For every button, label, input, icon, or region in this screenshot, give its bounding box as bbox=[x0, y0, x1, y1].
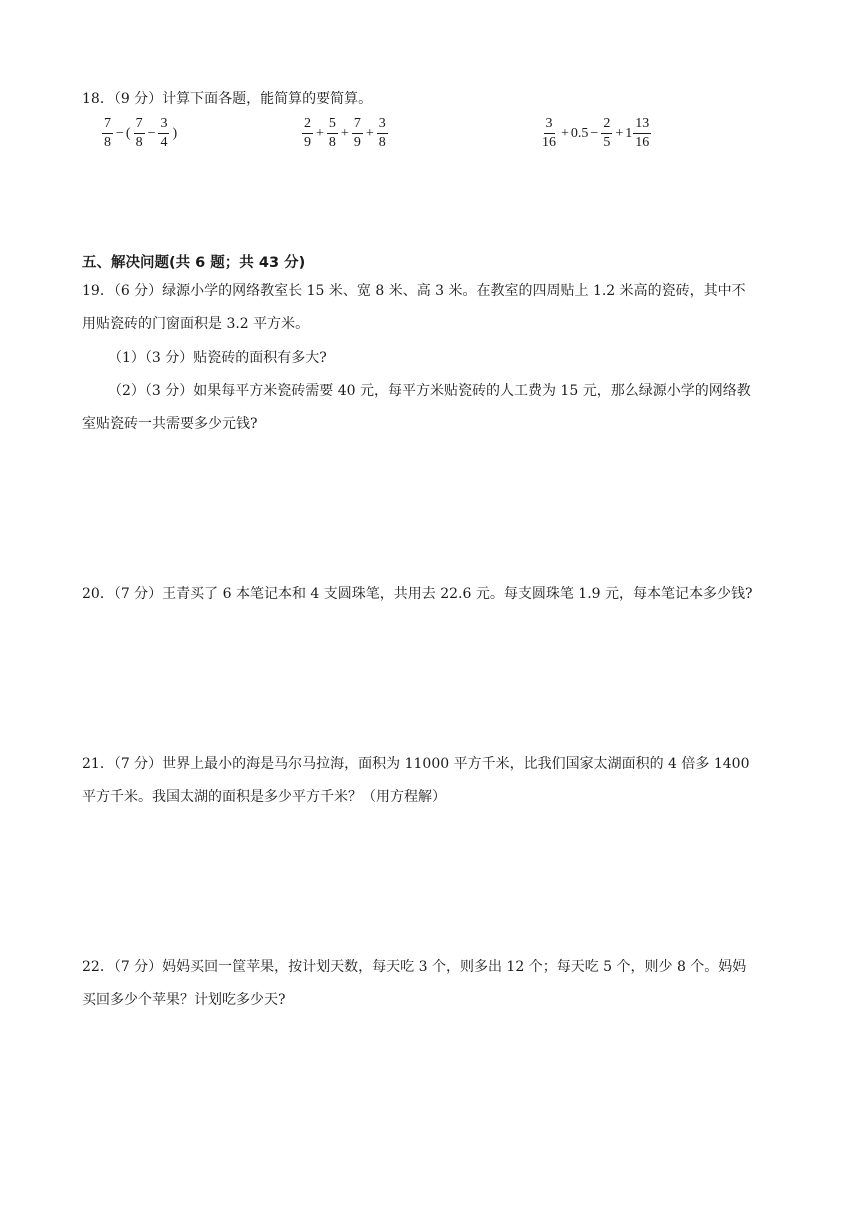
q18-header: 18．（9 分）计算下面各题，能简算的要简算。 bbox=[82, 91, 373, 107]
left-paren: ( bbox=[125, 125, 131, 141]
q19-line-2: 用贴瓷砖的门窗面积是 3.2 平方米。 bbox=[82, 316, 310, 332]
q18-expression-1 bbox=[100, 117, 178, 150]
plus-sign: + bbox=[561, 125, 569, 141]
q18-expression-2 bbox=[300, 117, 390, 150]
mixed-whole: 1 bbox=[625, 125, 633, 141]
q19-line-1: 19．（6 分）绿源小学的网络教室长 15 米、宽 8 米、高 3 米。在教室的四周贴上 1.2 米高的瓷砖，其中不 bbox=[82, 283, 746, 299]
q21-line-2: 平方千米。我国太湖的面积是多少平方千米？（用方程解） bbox=[82, 789, 446, 805]
fraction: $\frac{5}{8}$ bbox=[328, 116, 336, 150]
q19-subquestion-2-line-2: 室贴瓷砖一共需要多少元钱? bbox=[82, 416, 258, 432]
q22-line-1: 22．（7 分）妈妈买回一筐苹果，按计划天数，每天吃 3 个，则多出 12 个；每天吃 5 个，则少 8 个。妈妈 bbox=[82, 959, 747, 975]
plus-sign: + bbox=[340, 125, 349, 141]
fraction: $\frac{7}{9}$ bbox=[353, 116, 361, 150]
q22-line-2: 买回多少个苹果？计划吃多少天? bbox=[82, 992, 286, 1008]
plus-sign: + bbox=[615, 125, 624, 141]
fraction: $\frac{3}{4}$ bbox=[160, 116, 168, 150]
decimal-value: 0.5 bbox=[570, 125, 589, 141]
plus-sign: + bbox=[316, 125, 324, 141]
fraction: $\frac{7}{8}$ bbox=[104, 116, 111, 150]
q20-line-1: 20．（7 分）王青买了 6 本笔记本和 4 支圆珠笔，共用去 22.6 元。每支圆珠笔 1.9 元，每本笔记本多少钱? bbox=[82, 586, 753, 602]
q19-subquestion-2-line-1: （2）（3 分）如果每平方米瓷砖需要 40 元，每平方米贴瓷砖的人工费为 15 元，那么绿源小学的网络教 bbox=[108, 383, 751, 399]
minus-sign: − bbox=[590, 125, 599, 141]
fraction: $\frac{7}{8}$ bbox=[135, 116, 143, 150]
minus-sign: − bbox=[116, 125, 124, 141]
minus-sign: − bbox=[147, 125, 156, 141]
q19-subquestion-1: （1）（3 分）贴瓷砖的面积有多大? bbox=[108, 350, 327, 366]
section-title: 五、解决问题(共 6 题；共 43 分) bbox=[82, 255, 306, 271]
plus-sign: + bbox=[365, 125, 374, 141]
fraction: $\frac{3}{8}$ bbox=[378, 116, 386, 150]
fraction: $\frac{13}{16}$ bbox=[635, 116, 650, 150]
fraction: $\frac{3}{16}$ bbox=[542, 116, 556, 150]
fraction: $\frac{2}{5}$ bbox=[603, 116, 611, 150]
q18-expression-3 bbox=[538, 117, 653, 150]
right-paren: ) bbox=[172, 125, 178, 141]
fraction: $\frac{2}{9}$ bbox=[304, 116, 311, 150]
q21-line-1: 21．（7 分）世界上最小的海是马尔马拉海，面积为 11000 平方千米，比我们国家太湖面积的 4 倍多 1400 bbox=[82, 756, 750, 772]
